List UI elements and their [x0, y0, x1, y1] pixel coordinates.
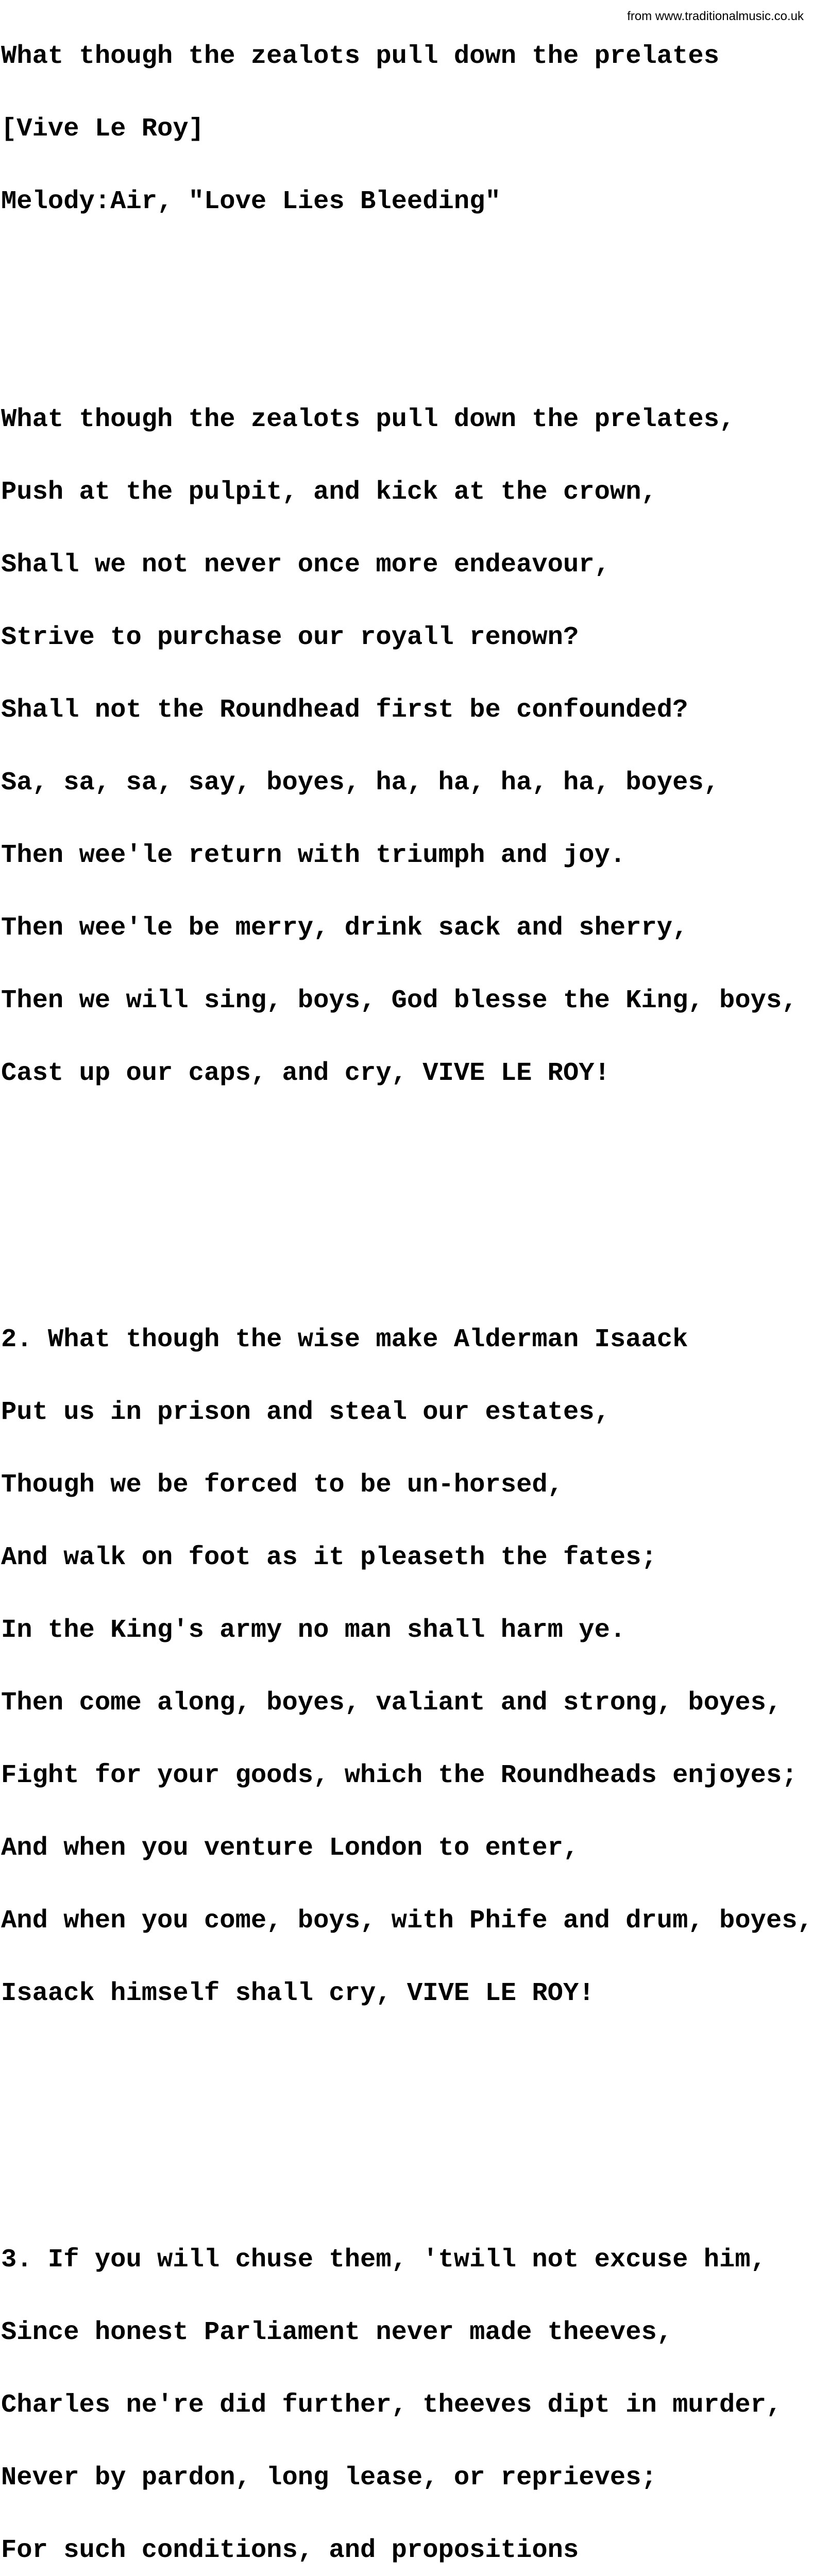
verse-1: [1, 359, 813, 1134]
verse-line: Put us in prison and steal our estates,: [1, 1398, 610, 1427]
verse-line: Then wee'le be merry, drink sack and sherry,: [1, 913, 688, 943]
verse-line: Then come along, boyes, valiant and strong, boyes,: [1, 1688, 782, 1718]
verse-line: Shall we not never once more endeavour,: [1, 550, 610, 580]
verse-line: 3. If you will chuse them, 'twill not excuse him,: [1, 2245, 766, 2275]
blank-line: [1, 1182, 813, 1207]
lyrics-text: [1, 0, 813, 2576]
verse-line: Isaack himself shall cry, VIVE LE ROY!: [1, 1979, 595, 2008]
verse-line: Then wee'le return with triumph and joy.: [1, 841, 626, 870]
verse-2: [1, 1279, 813, 2054]
song-subtitle: [Vive Le Roy]: [1, 114, 204, 144]
verse-line: Since honest Parliament never made theeves,: [1, 2318, 673, 2347]
verse-line: Then we will sing, boys, God blesse the King, boys,: [1, 986, 798, 1015]
verse-line: Push at the pulpit, and kick at the crown,: [1, 478, 657, 507]
verse-line: For such conditions, and propositions: [1, 2536, 579, 2565]
verse-line: Never by pardon, long lease, or reprieves;: [1, 2463, 657, 2493]
verse-line: Strive to purchase our royall renown?: [1, 623, 579, 652]
verse-line: Sa, sa, sa, say, boyes, ha, ha, ha, ha, boyes,: [1, 768, 720, 798]
blank-line: [1, 262, 813, 286]
verse-line: Though we be forced to be un-horsed,: [1, 1470, 563, 1500]
verse-line: 2. What though the wise make Alderman Isaack: [1, 1325, 688, 1354]
verse-line: And walk on foot as it pleaseth the fates;: [1, 1543, 657, 1572]
verse-line: And when you come, boys, with Phife and drum, boyes,: [1, 1906, 813, 1936]
verse-line: Charles ne're did further, theeves dipt in murder,: [1, 2391, 782, 2420]
melody-line: Melody:Air, "Love Lies Bleeding": [1, 187, 501, 216]
verse-line: And when you venture London to enter,: [1, 1834, 579, 1863]
verse-line: Cast up our caps, and cry, VIVE LE ROY!: [1, 1059, 610, 1088]
verse-3: [1, 2199, 813, 2576]
verse-line: In the King's army no man shall harm ye.: [1, 1616, 626, 1645]
verse-line: Fight for your goods, which the Roundheads enjoyes;: [1, 1761, 798, 1790]
verse-line: Shall not the Roundhead first be confounded?: [1, 696, 688, 725]
blank-line: [1, 2103, 813, 2127]
verse-line: What though the zealots pull down the prelates,: [1, 405, 735, 434]
song-title: What though the zealots pull down the prelates: [1, 42, 720, 71]
source-watermark: from www.traditionalmusic.co.uk: [627, 9, 804, 23]
